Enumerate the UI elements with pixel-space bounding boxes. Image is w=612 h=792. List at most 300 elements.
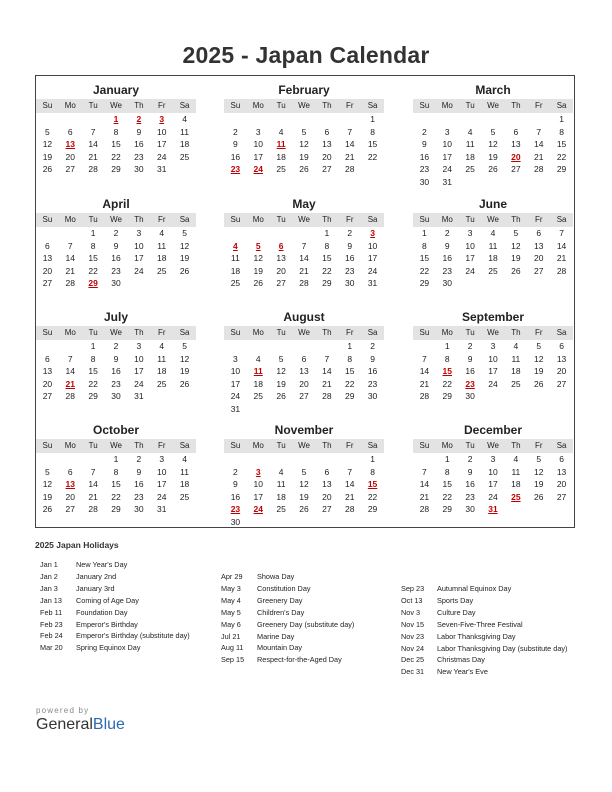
month-name: July: [103, 310, 128, 324]
holiday-name: Emperor's Birthday: [76, 619, 138, 629]
weekday-label: We: [487, 328, 499, 337]
empty-cell: [247, 340, 270, 353]
day-cell: 17: [367, 253, 378, 264]
day-cell: 16: [344, 253, 355, 264]
day-grid: [36, 453, 196, 516]
day-cell: 28: [65, 391, 75, 402]
day-cell: 28: [322, 391, 332, 402]
day-cell: 22: [88, 378, 98, 389]
month-name: March: [475, 83, 511, 97]
day-cell: 21: [322, 378, 332, 389]
weekday-label: Th: [322, 215, 332, 224]
holiday-row: [221, 654, 396, 666]
day-grid: [224, 340, 384, 416]
day-cell: 30: [442, 278, 452, 289]
day-cell: 15: [111, 139, 121, 150]
weekday-label: Su: [230, 215, 241, 224]
day-cell: 4: [278, 126, 284, 137]
holiday-name: Labor Thanksgiving Day (substitute day): [437, 643, 568, 653]
day-cell: 19: [488, 151, 498, 162]
day-cell: 19: [42, 491, 53, 502]
weekday-header: [36, 213, 196, 227]
empty-cell: [59, 227, 82, 240]
day-cell: 10: [230, 366, 241, 377]
day-cell: 19: [179, 253, 190, 264]
day-cell: 29: [111, 164, 121, 175]
day-cell: 1: [90, 228, 96, 238]
weekday-label: Fr: [345, 101, 354, 110]
day-cell: 10: [134, 240, 144, 251]
empty-cell: [173, 277, 196, 290]
day-cell: 16: [230, 491, 241, 502]
holiday-row: [401, 666, 576, 678]
day-cell: 21: [419, 491, 430, 502]
empty-cell: [59, 453, 82, 466]
holiday-date: Jul 21: [221, 631, 241, 641]
month-january: [36, 81, 196, 176]
day-cell: 30: [465, 391, 475, 402]
weekday-label: Su: [230, 101, 241, 110]
holiday-date: Jan 13: [40, 595, 62, 605]
day-cell: 2: [444, 228, 450, 238]
empty-cell: [315, 516, 338, 529]
holiday-day: 11: [253, 366, 263, 377]
weekday-label: Tu: [276, 328, 286, 337]
weekday-label: Tu: [88, 215, 98, 224]
day-cell: 21: [344, 491, 355, 502]
weekday-label: Fr: [157, 215, 166, 224]
holiday-row: [401, 595, 576, 607]
day-cell: 27: [511, 164, 521, 175]
day-cell: 15: [419, 253, 430, 264]
weekday-label: Fr: [157, 101, 166, 110]
holiday-name: Labor Thanksgiving Day: [437, 631, 516, 641]
day-cell: 15: [88, 253, 98, 264]
day-cell: 14: [419, 366, 430, 377]
holiday-date: May 5: [221, 607, 241, 617]
weekday-label: Su: [42, 328, 53, 337]
empty-cell: [504, 277, 527, 290]
empty-cell: [36, 113, 59, 126]
weekday-label: Sa: [556, 215, 567, 224]
day-cell: 12: [42, 479, 53, 490]
day-cell: 14: [88, 139, 98, 150]
day-cell: 4: [159, 341, 165, 351]
day-cell: 27: [322, 504, 332, 515]
day-cell: 10: [134, 353, 144, 364]
day-cell: 23: [111, 378, 121, 389]
holiday-day: 6: [278, 240, 284, 251]
day-cell: 30: [344, 278, 355, 289]
empty-cell: [82, 453, 105, 466]
day-cell: 1: [347, 341, 353, 351]
day-cell: 10: [488, 466, 498, 477]
holiday-name: Seven-Five-Three Festival: [437, 619, 523, 629]
weekday-label: Sa: [556, 101, 567, 110]
day-cell: 22: [322, 265, 332, 276]
weekday-label: Sa: [367, 101, 378, 110]
weekday-label: Th: [134, 441, 144, 450]
weekday-label: Fr: [157, 441, 166, 450]
brand-logo[interactable]: [36, 706, 125, 734]
day-cell: 20: [42, 378, 53, 389]
day-cell: 25: [230, 278, 241, 289]
day-cell: 14: [88, 479, 98, 490]
day-cell: 6: [559, 341, 564, 351]
month-august: [224, 308, 384, 416]
day-cell: 25: [488, 265, 498, 276]
month-name: December: [463, 423, 523, 437]
day-cell: 26: [42, 164, 53, 175]
holiday-row: [40, 630, 215, 642]
day-cell: 17: [253, 491, 263, 502]
day-cell: 25: [276, 504, 286, 515]
day-cell: 8: [370, 466, 375, 477]
empty-cell: [361, 516, 384, 529]
day-cell: 6: [45, 353, 50, 364]
empty-cell: [173, 390, 196, 403]
day-cell: 24: [156, 491, 167, 502]
weekday-label: Su: [230, 441, 241, 450]
holiday-name: Respect-for-the-Aged Day: [257, 655, 342, 665]
day-cell: 28: [533, 164, 544, 175]
weekday-label: We: [110, 328, 122, 337]
day-cell: 31: [156, 164, 167, 175]
day-cell: 9: [444, 240, 450, 251]
day-cell: 18: [511, 366, 521, 377]
day-cell: 1: [370, 454, 375, 464]
day-cell: 14: [344, 479, 355, 490]
weekday-label: We: [298, 441, 310, 450]
day-cell: 19: [533, 479, 544, 490]
day-cell: 16: [465, 366, 475, 377]
holiday-name: New Year's Eve: [437, 667, 488, 677]
day-cell: 3: [467, 228, 473, 238]
day-cell: 20: [322, 151, 332, 162]
day-cell: 19: [179, 366, 190, 377]
day-cell: 4: [490, 228, 496, 238]
empty-cell: [315, 113, 338, 126]
day-cell: 30: [111, 391, 121, 402]
weekday-label: Sa: [556, 441, 567, 450]
weekday-label: Su: [42, 215, 53, 224]
day-cell: 20: [276, 265, 286, 276]
weekday-label: Su: [419, 101, 430, 110]
holiday-name: Showa Day: [257, 572, 295, 581]
day-grid: [413, 113, 573, 189]
day-cell: 12: [299, 479, 309, 490]
day-cell: 31: [134, 391, 144, 402]
day-cell: 17: [230, 378, 241, 389]
empty-cell: [315, 403, 338, 416]
empty-cell: [36, 227, 59, 240]
holiday-day: 20: [511, 151, 521, 162]
day-cell: 2: [422, 126, 427, 137]
day-cell: 18: [253, 378, 263, 389]
day-cell: 18: [230, 265, 241, 276]
day-cell: 11: [511, 466, 521, 477]
weekday-label: Su: [42, 101, 53, 110]
day-cell: 1: [422, 228, 427, 238]
day-cell: 28: [65, 278, 75, 289]
empty-cell: [550, 503, 573, 516]
day-cell: 10: [367, 240, 378, 251]
weekday-label: Su: [42, 441, 53, 450]
day-cell: 27: [556, 491, 567, 502]
day-cell: 2: [347, 228, 353, 238]
day-cell: 30: [465, 504, 475, 515]
day-cell: 30: [230, 516, 241, 527]
holiday-row: [40, 583, 215, 595]
holiday-date: Jan 2: [40, 571, 58, 581]
weekday-label: We: [487, 101, 499, 110]
day-cell: 9: [370, 353, 375, 364]
day-cell: 22: [367, 491, 378, 502]
day-cell: 28: [556, 265, 567, 276]
empty-cell: [504, 176, 527, 189]
empty-cell: [413, 453, 436, 466]
day-cell: 22: [419, 265, 430, 276]
day-grid: [36, 227, 196, 290]
day-cell: 18: [465, 151, 475, 162]
day-cell: 30: [367, 391, 378, 402]
day-cell: 29: [367, 504, 378, 515]
day-cell: 7: [347, 126, 353, 137]
brand-name-general: General: [36, 716, 93, 733]
day-cell: 11: [157, 240, 167, 251]
day-cell: 16: [134, 139, 144, 150]
day-cell: 10: [156, 466, 167, 477]
weekday-label: Sa: [179, 441, 190, 450]
day-grid: [224, 113, 384, 176]
day-cell: 17: [488, 479, 498, 490]
weekday-header: [413, 439, 573, 453]
day-cell: 20: [322, 491, 332, 502]
empty-cell: [293, 113, 316, 126]
holiday-column: [40, 559, 215, 654]
weekday-label: Su: [230, 328, 241, 337]
day-cell: 25: [179, 151, 190, 162]
holiday-row: [40, 642, 215, 654]
day-cell: 7: [301, 240, 307, 251]
day-cell: 18: [511, 479, 521, 490]
empty-cell: [293, 340, 316, 353]
holiday-row: [40, 559, 215, 571]
day-cell: 27: [322, 164, 332, 175]
holiday-date: Dec 25: [401, 655, 425, 665]
weekday-label: Tu: [88, 328, 98, 337]
day-cell: 20: [533, 253, 544, 264]
day-cell: 14: [533, 139, 544, 150]
day-grid: [224, 227, 384, 290]
holiday-row: [221, 642, 396, 654]
weekday-label: Th: [134, 215, 144, 224]
day-cell: 28: [344, 504, 355, 515]
empty-cell: [459, 277, 482, 290]
holiday-date: Feb 23: [40, 619, 63, 629]
day-cell: 5: [301, 466, 307, 477]
day-cell: 24: [134, 378, 144, 389]
powered-by-text: powered by: [36, 706, 90, 715]
day-cell: 6: [513, 126, 519, 137]
day-cell: 19: [533, 366, 544, 377]
day-cell: 12: [42, 139, 53, 150]
weekday-label: Th: [134, 328, 144, 337]
day-cell: 25: [253, 391, 263, 402]
month-september: [413, 308, 573, 403]
empty-cell: [247, 113, 270, 126]
holiday-day: 4: [233, 240, 238, 251]
holiday-row: [40, 619, 215, 631]
weekday-label: We: [298, 215, 310, 224]
day-cell: 28: [419, 391, 430, 402]
month-name: August: [283, 310, 325, 324]
holiday-name: Sports Day: [437, 595, 474, 605]
weekday-label: Tu: [465, 441, 475, 450]
day-cell: 19: [511, 253, 521, 264]
day-cell: 16: [465, 479, 475, 490]
day-cell: 8: [113, 126, 119, 137]
day-cell: 18: [276, 151, 286, 162]
day-cell: 23: [442, 265, 452, 276]
day-cell: 11: [465, 139, 475, 150]
weekday-header: [224, 326, 384, 340]
day-cell: 9: [233, 139, 238, 150]
weekday-label: Mo: [64, 441, 76, 450]
day-cell: 4: [159, 228, 165, 238]
weekday-label: Sa: [179, 101, 190, 110]
weekday-label: Th: [511, 101, 521, 110]
holiday-date: Aug 11: [221, 643, 244, 653]
holiday-day: 23: [465, 378, 475, 389]
day-cell: 3: [233, 353, 238, 364]
empty-cell: [150, 390, 173, 403]
day-cell: 21: [88, 491, 98, 502]
brand-name-blue: Blue: [92, 716, 125, 733]
day-cell: 16: [111, 366, 121, 377]
empty-cell: [550, 176, 573, 189]
weekday-label: Fr: [345, 441, 354, 450]
day-cell: 23: [367, 378, 378, 389]
weekday-label: Sa: [367, 441, 378, 450]
holiday-row: [401, 654, 576, 666]
day-cell: 5: [45, 466, 50, 477]
holiday-day: 3: [159, 114, 165, 124]
day-cell: 14: [419, 479, 430, 490]
holiday-name: Spring Equinox Day: [76, 643, 141, 653]
day-cell: 15: [556, 139, 567, 150]
empty-cell: [436, 113, 459, 126]
weekday-header: [36, 99, 196, 113]
day-cell: 30: [419, 176, 430, 187]
holiday-row: [221, 619, 396, 631]
holiday-row: [221, 571, 396, 583]
day-cell: 23: [134, 151, 144, 162]
empty-cell: [293, 516, 316, 529]
holiday-name: Children's Day: [257, 607, 305, 617]
month-june: [413, 195, 573, 290]
day-cell: 21: [299, 265, 309, 276]
holiday-date: May 3: [221, 583, 241, 593]
day-cell: 26: [276, 391, 286, 402]
holiday-day: 24: [253, 164, 263, 175]
day-cell: 22: [442, 378, 452, 389]
empty-cell: [173, 163, 196, 176]
day-cell: 27: [533, 265, 544, 276]
day-cell: 9: [113, 353, 119, 364]
holiday-date: Apr 29: [221, 572, 243, 581]
day-cell: 11: [157, 353, 167, 364]
day-cell: 7: [324, 353, 330, 364]
month-october: [36, 421, 196, 516]
day-cell: 25: [276, 164, 286, 175]
day-cell: 10: [442, 139, 452, 150]
weekday-label: Su: [419, 441, 430, 450]
day-cell: 13: [42, 253, 53, 264]
day-cell: 8: [422, 240, 427, 251]
day-cell: 8: [324, 240, 330, 251]
weekday-label: Tu: [276, 441, 286, 450]
day-cell: 9: [113, 240, 119, 251]
empty-cell: [224, 113, 247, 126]
weekday-label: Th: [511, 328, 521, 337]
holiday-date: Sep 15: [221, 655, 245, 665]
day-cell: 23: [134, 491, 144, 502]
day-cell: 3: [136, 341, 142, 351]
holiday-date: Dec 31: [401, 667, 425, 677]
day-cell: 24: [230, 391, 241, 402]
day-cell: 24: [465, 265, 475, 276]
weekday-label: Mo: [441, 328, 453, 337]
day-cell: 28: [299, 278, 309, 289]
day-cell: 12: [533, 466, 544, 477]
day-cell: 19: [253, 265, 263, 276]
month-may: [224, 195, 384, 290]
day-cell: 13: [533, 240, 544, 251]
holiday-date: Nov 24: [401, 643, 425, 653]
holiday-date: Jan 1: [40, 560, 58, 569]
day-cell: 13: [276, 253, 286, 264]
empty-cell: [36, 340, 59, 353]
holiday-name: Mountain Day: [257, 643, 303, 653]
day-cell: 7: [90, 126, 96, 137]
day-cell: 8: [113, 466, 119, 477]
holiday-day: 15: [367, 479, 378, 490]
holiday-day: 13: [65, 139, 75, 150]
month-name: September: [461, 310, 525, 324]
weekday-label: Mo: [64, 215, 76, 224]
day-cell: 6: [324, 126, 330, 137]
day-cell: 24: [442, 164, 452, 175]
day-cell: 27: [42, 278, 53, 289]
day-cell: 10: [156, 126, 167, 137]
month-name: November: [274, 423, 334, 437]
day-cell: 4: [182, 114, 187, 124]
holiday-date: Nov 23: [401, 631, 425, 641]
day-cell: 26: [253, 278, 263, 289]
weekday-label: Fr: [157, 328, 166, 337]
month-name: October: [92, 423, 139, 437]
weekday-label: Mo: [441, 441, 453, 450]
weekday-label: Fr: [534, 215, 543, 224]
day-cell: 27: [556, 378, 567, 389]
empty-cell: [527, 503, 550, 516]
day-cell: 5: [513, 228, 519, 238]
day-cell: 6: [67, 466, 73, 477]
weekday-label: We: [110, 441, 122, 450]
day-cell: 11: [276, 479, 286, 490]
day-cell: 9: [233, 479, 238, 490]
